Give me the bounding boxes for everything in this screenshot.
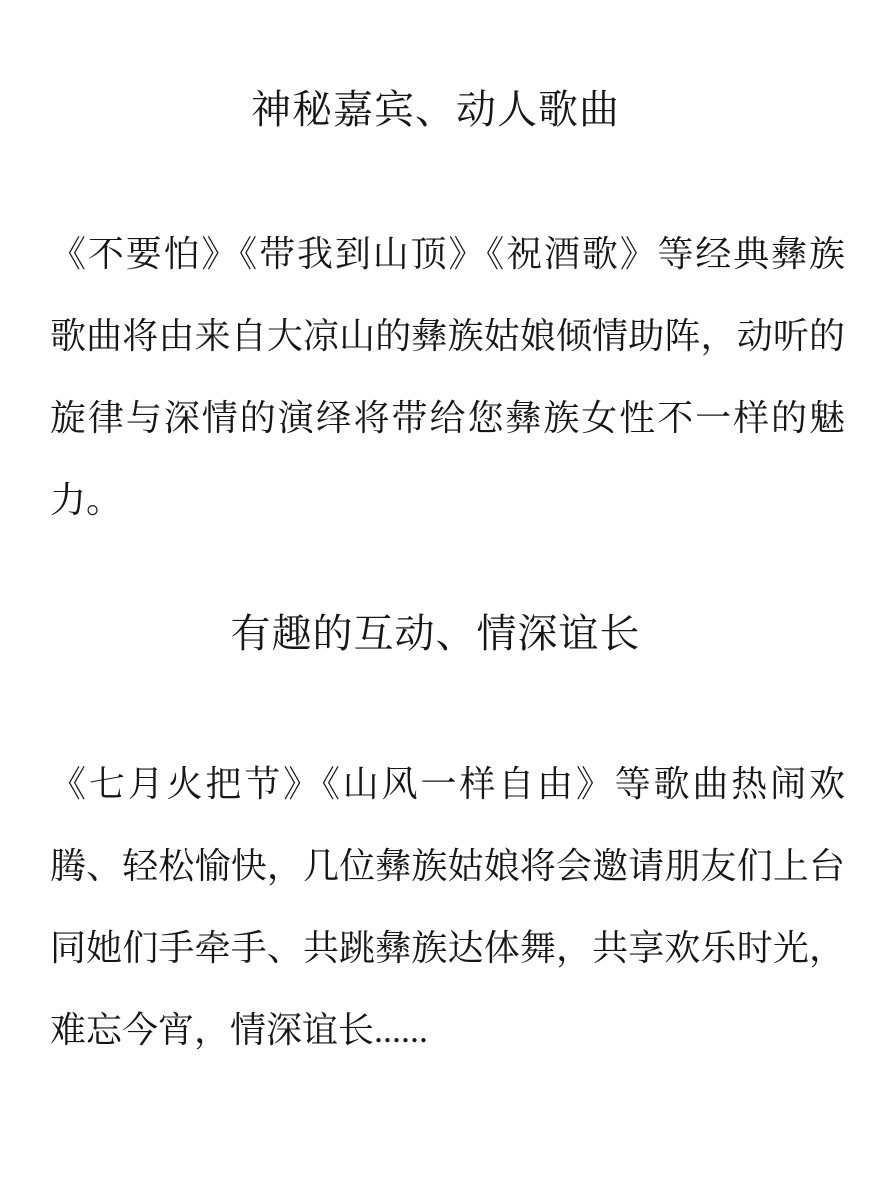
paragraph-1-line-3: 旋律与深情的演绎将带给您彝族女性不一样的魅	[50, 398, 845, 438]
paragraph-2-line-3: 同她们手牵手、共跳彝族达体舞，共享欢乐时光，	[50, 928, 845, 968]
paragraph-2-line-1: 《七月火把节》《山风一样自由》等歌曲热闹欢	[50, 764, 845, 804]
paragraph-1	[50, 213, 845, 541]
paragraph-1-line-4: 力。	[50, 480, 123, 520]
section-heading-1: 神秘嘉宾、动人歌曲	[251, 87, 620, 132]
paragraph-1-line-1: 《不要怕》《带我到山顶》《祝酒歌》等经典彝族	[50, 234, 845, 274]
paragraph-1-line-2: 歌曲将由来自大凉山的彝族姑娘倾情助阵，动听的	[50, 316, 845, 356]
paragraph-2-line-4: 难忘今宵，情深谊长......	[50, 1010, 429, 1050]
section-heading-2: 有趣的互动、情深谊长	[230, 611, 641, 656]
paragraph-2-line-2: 腾、轻松愉快，几位彝族姑娘将会邀请朋友们上台	[50, 846, 845, 886]
paragraph-2	[50, 743, 845, 1071]
